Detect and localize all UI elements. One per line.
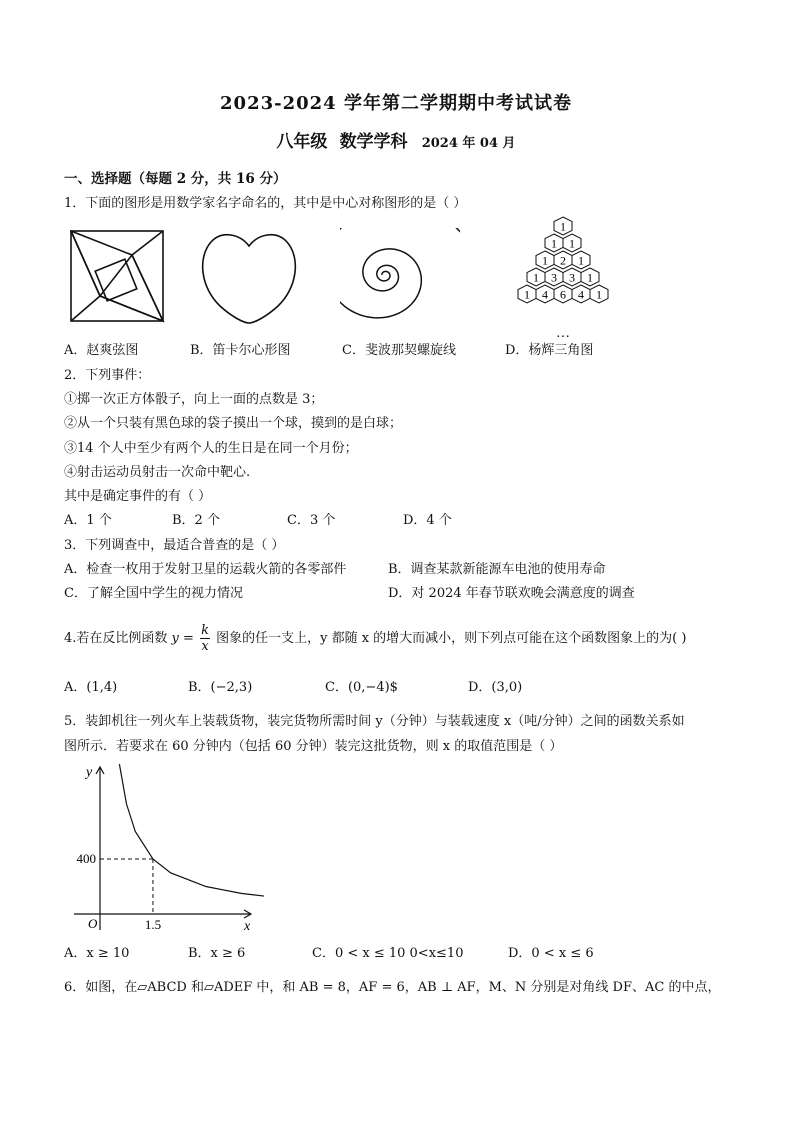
- exam-title: 2023-2024 学年第二学期期中考试试卷: [220, 93, 572, 114]
- q2-option-d: D．4 个: [403, 513, 452, 528]
- pascal-cell-number: 3: [569, 270, 575, 285]
- q3-option-a: A．检查一枚用于发射卫星的运载火箭的各零部件: [64, 562, 347, 577]
- pascal-cell-number: 4: [542, 287, 548, 302]
- q1-option-a: A．赵爽弦图: [64, 343, 139, 358]
- q3-option-d: D．对 2024 年春节联欢晚会满意度的调查: [388, 586, 635, 601]
- q4-fraction-denominator: x: [201, 639, 209, 654]
- q4-option-b: B．(−2,3): [188, 680, 253, 695]
- pascal-cell-number: 1: [596, 287, 602, 302]
- q2-question: 其中是确定事件的有（ ）: [64, 489, 212, 504]
- x-axis-label: x: [244, 919, 251, 934]
- zhao-shuang-diagram: [70, 230, 166, 324]
- y-axis-label: y: [86, 765, 93, 780]
- q2-option-a: A．1 个: [64, 513, 112, 528]
- q5-option-a: A．x ≥ 10: [64, 946, 130, 961]
- q2-option-c: C．3 个: [287, 513, 336, 528]
- pascal-cell-number: 1: [542, 253, 548, 268]
- q4-func-lhs: y =: [171, 631, 194, 646]
- q1-option-d: D．杨辉三角图: [505, 343, 594, 358]
- q4-prefix: 4.若在反比例函数: [64, 631, 168, 646]
- pascal-cell-number: 1: [578, 253, 584, 268]
- q4-fraction: [200, 623, 210, 654]
- pascal-cell-number: 1: [587, 270, 593, 285]
- y-tick-label: 400: [76, 851, 96, 866]
- q2-option-b: B．2 个: [172, 513, 220, 528]
- question-5-line-2: 图所示．若要求在 60 分钟内（包括 60 分钟）装完这批货物，则 x 的取值范围是（ ）: [64, 739, 563, 754]
- subtitle-line: [0, 134, 792, 152]
- pascal-cell-number: 2: [560, 253, 566, 268]
- pascal-cell-number: 1: [551, 236, 557, 251]
- pascal-cell-number: 4: [578, 287, 584, 302]
- pascal-cell-number: 3: [551, 270, 557, 285]
- grade-label: 八年级: [276, 132, 328, 152]
- chart-axes: [74, 767, 251, 930]
- pascal-cell-number: 1: [524, 287, 530, 302]
- q5-option-b: B．x ≥ 6: [188, 946, 246, 961]
- question-2-stem: 2．下列事件：: [64, 368, 151, 383]
- section-heading: 一、选择题（每题 2 分，共 16 分）: [64, 171, 287, 187]
- subject-label: 数学学科: [339, 132, 408, 152]
- pascal-cell-number: 1: [560, 219, 566, 234]
- q3-option-b: B．调查某款新能源车电池的使用寿命: [388, 562, 606, 577]
- spiral-figure: [340, 228, 460, 328]
- q4-option-a: A．(1,4): [64, 680, 118, 695]
- q2-event-1: ①掷一次正方体骰子，向上一面的点数是 3；: [64, 392, 324, 407]
- q5-option-c: C．0 < x ≤ 10 0<x≤10: [312, 946, 464, 961]
- q1-option-b: B．笛卡尔心形图: [190, 343, 291, 358]
- pascal-cell-number: 1: [533, 270, 539, 285]
- q2-event-4: ④射击运动员射击一次命中靶心.: [64, 465, 251, 480]
- series-line: [119, 764, 264, 902]
- q4-fraction-numerator: k: [201, 623, 209, 638]
- q3-option-c: C．了解全国中学生的视力情况: [64, 586, 243, 601]
- origin-label: O: [88, 916, 98, 931]
- q5-option-d: D．0 < x ≤ 6: [508, 946, 594, 961]
- q2-event-2: ②从一个只装有黑色球的袋子摸出一个球，摸到的是白球；: [64, 416, 403, 431]
- q4-option-d: D．(3,0): [468, 680, 523, 695]
- question-4-stem: [64, 622, 686, 656]
- q4-option-c: C．(0,−4)$: [325, 680, 398, 695]
- question-1-stem: 1．下面的图形是用数学家名字命名的，其中是中心对称图形的是（ ）: [64, 196, 467, 211]
- q4-suffix: 图象的任一支上，y 都随 x 的增大而减小，则下列点可能在这个函数图象上的为( ): [216, 631, 687, 646]
- question-3-stem: 3．下列调查中，最适合普查的是（ ）: [64, 538, 285, 553]
- yang-hui-triangle: [500, 214, 630, 339]
- q5-function-graph: [64, 758, 264, 938]
- question-5-line-1: 5．装卸机往一列火车上装载货物，装完货物所需时间 y（分钟）与装载速度 x（吨/分钟）之间的函数关系如: [64, 714, 685, 729]
- pascal-cell-number: 1: [569, 236, 575, 251]
- question-6-stem: 6．如图，在▱ABCD 和▱ADEF 中，和 AB = 8，AF = 6，AB ⊥ AF，M、N 分别是对角线 DF、AC 的中点，: [64, 980, 721, 995]
- q2-event-3: ③14 个人中至少有两个人的生日是在同一个月份；: [64, 441, 358, 456]
- exam-date: 2024 年 04 月: [421, 136, 516, 151]
- q1-option-c: C．斐波那契螺旋线: [342, 343, 456, 358]
- pascal-cell-number: 6: [560, 287, 566, 302]
- x-tick-label: 1.5: [144, 917, 162, 932]
- cardioid-figure: [200, 230, 298, 326]
- pascal-ellipsis: …: [556, 326, 570, 339]
